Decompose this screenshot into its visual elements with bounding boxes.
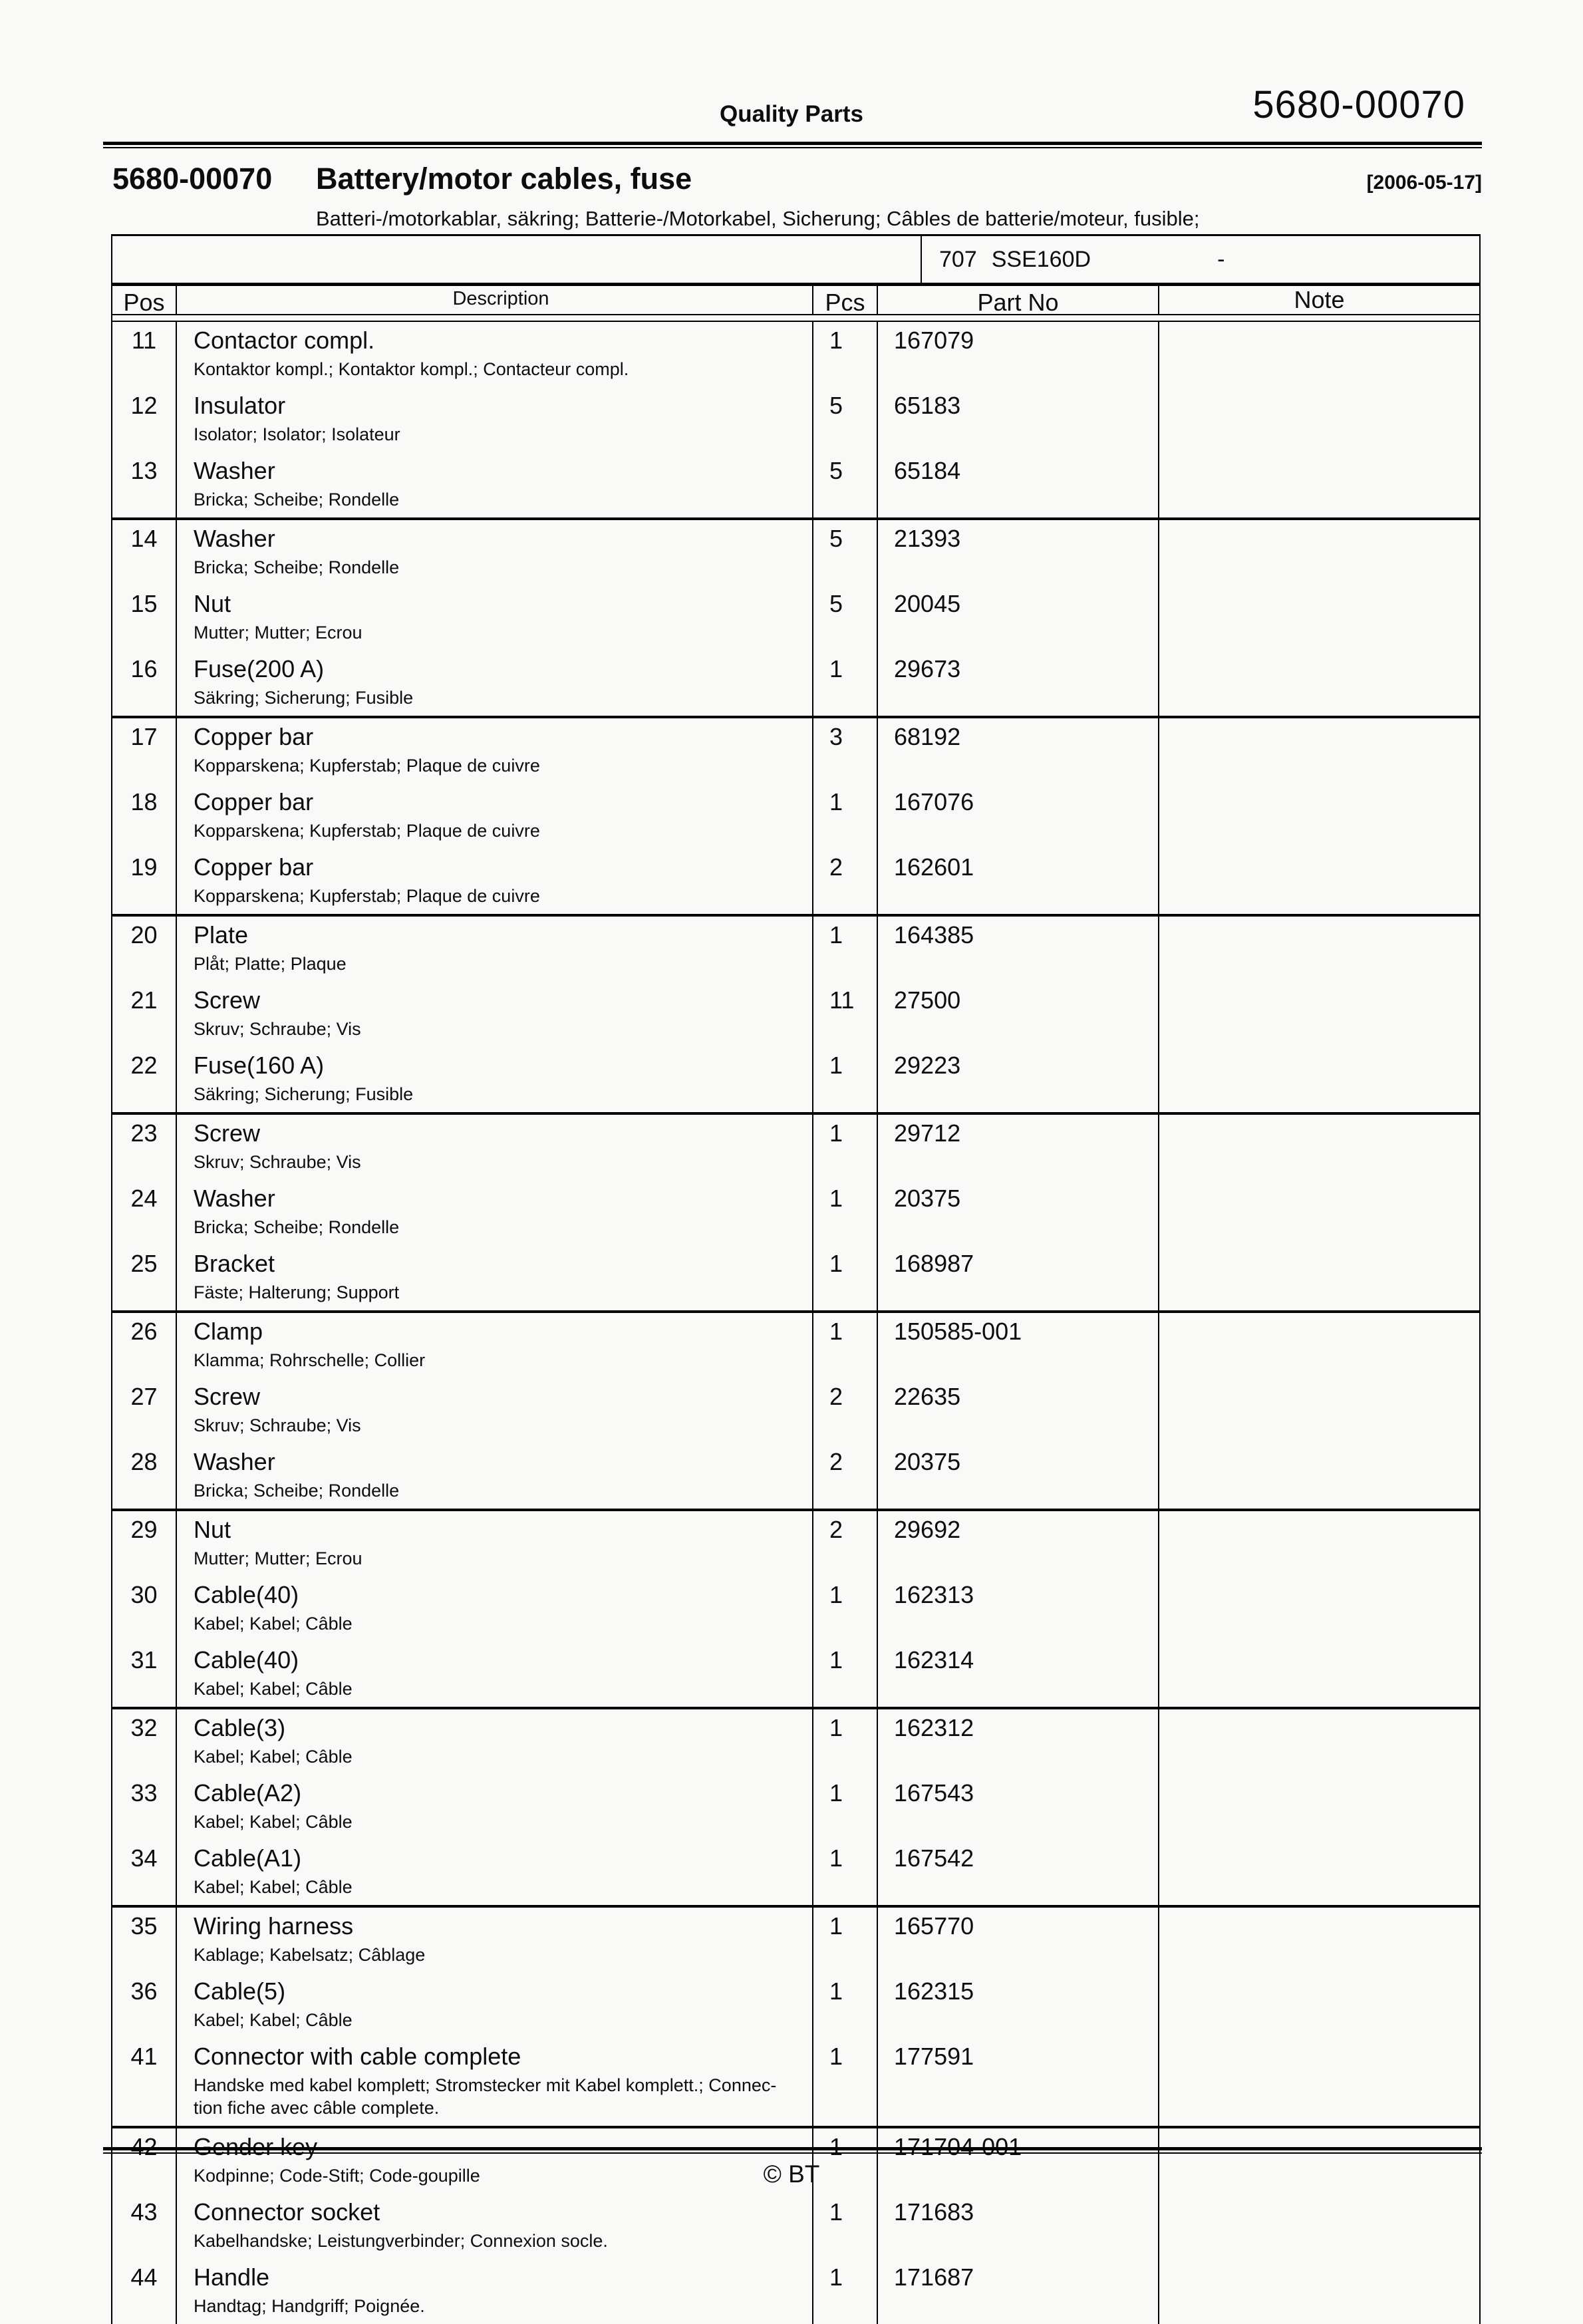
table-row — [112, 1115, 1479, 1180]
description-text: Bracket — [194, 1250, 275, 1277]
pcs-cell: 1 — [813, 2128, 878, 2194]
description-cell — [177, 1576, 813, 1642]
model-name: SSE160D — [991, 246, 1091, 272]
note-cell — [1159, 1443, 1479, 1509]
pcs-cell: 1 — [813, 1180, 878, 1245]
description-text: Clamp — [194, 1318, 263, 1345]
description-translations: Isolator; Isolator; Isolateur — [194, 424, 400, 444]
description-cell — [177, 2194, 813, 2259]
description-cell — [177, 651, 813, 716]
footer-copyright: © BT — [763, 2160, 820, 2188]
pcs-cell: 1 — [813, 1047, 878, 1112]
table-body — [112, 322, 1479, 2324]
table-row — [112, 1576, 1479, 1642]
pcs-cell: 1 — [813, 1709, 878, 1775]
pos-cell: 23 — [112, 1115, 177, 1180]
note-cell — [1159, 1908, 1479, 1973]
description-translations: Kopparskena; Kupferstab; Plaque de cuivre — [194, 821, 540, 841]
column-header-pos: Pos — [112, 286, 177, 314]
description-cell — [177, 1180, 813, 1245]
part-no-cell: 162315 — [878, 1973, 1159, 2038]
pcs-cell: 1 — [813, 1840, 878, 1905]
description-cell — [177, 322, 813, 387]
description-cell — [177, 1775, 813, 1840]
note-cell — [1159, 520, 1479, 585]
description-text: Cable(40) — [194, 1646, 299, 1673]
pcs-cell: 5 — [813, 585, 878, 651]
table-row — [112, 1775, 1479, 1840]
pos-cell: 20 — [112, 917, 177, 982]
part-no-cell: 167076 — [878, 784, 1159, 849]
part-no-cell: 20045 — [878, 585, 1159, 651]
description-text: Fuse(160 A) — [194, 1052, 325, 1079]
description-text: Screw — [194, 1383, 261, 1410]
part-no-cell: 21393 — [878, 520, 1159, 585]
pcs-cell: 11 — [813, 982, 878, 1047]
description-translations: Fäste; Halterung; Support — [194, 1282, 400, 1302]
note-cell — [1159, 1047, 1479, 1112]
description-translations: Handtag; Handgriff; Poignée. — [194, 2296, 425, 2316]
column-header-description: Description — [177, 286, 813, 314]
description-cell — [177, 1115, 813, 1180]
table-row — [112, 1313, 1479, 1378]
pcs-cell: 1 — [813, 2194, 878, 2259]
description-translations: Bricka; Scheibe; Rondelle — [194, 1481, 400, 1501]
description-cell — [177, 520, 813, 585]
description-cell — [177, 2259, 813, 2324]
description-text: Copper bar — [194, 788, 314, 815]
description-cell — [177, 452, 813, 517]
table-row — [112, 1642, 1479, 1707]
description-text: Screw — [194, 1119, 261, 1147]
description-translations: Mutter; Mutter; Ecrou — [194, 1548, 362, 1568]
pos-cell: 29 — [112, 1511, 177, 1576]
part-no-cell: 165770 — [878, 1908, 1159, 1973]
description-translations: Plåt; Platte; Plaque — [194, 954, 347, 974]
pos-cell: 22 — [112, 1047, 177, 1112]
parts-group — [112, 914, 1479, 1112]
pos-cell: 12 — [112, 387, 177, 452]
description-text: Connector socket — [194, 2198, 380, 2226]
description-translations: Bricka; Scheibe; Rondelle — [194, 557, 400, 577]
note-cell — [1159, 2259, 1479, 2324]
note-cell — [1159, 2038, 1479, 2126]
table-row — [112, 1180, 1479, 1245]
note-cell — [1159, 1576, 1479, 1642]
description-translations: Skruv; Schraube; Vis — [194, 1019, 361, 1039]
description-translations: Mutter; Mutter; Ecrou — [194, 623, 362, 643]
pos-cell: 43 — [112, 2194, 177, 2259]
note-cell — [1159, 1313, 1479, 1378]
pcs-cell: 1 — [813, 322, 878, 387]
parts-group — [112, 1509, 1479, 1707]
description-translations: Kabel; Kabel; Câble — [194, 1812, 353, 1832]
description-text: Washer — [194, 1185, 275, 1212]
note-cell — [1159, 1115, 1479, 1180]
pos-cell: 36 — [112, 1973, 177, 2038]
part-no-cell: 164385 — [878, 917, 1159, 982]
pcs-cell: 1 — [813, 1245, 878, 1310]
pcs-cell: 1 — [813, 1642, 878, 1707]
description-translations: Skruv; Schraube; Vis — [194, 1152, 361, 1172]
description-text: Copper bar — [194, 853, 314, 881]
note-cell — [1159, 1642, 1479, 1707]
parts-group — [112, 517, 1479, 716]
note-cell — [1159, 452, 1479, 517]
part-no-cell: 20375 — [878, 1443, 1159, 1509]
description-text: Cable(40) — [194, 1581, 299, 1608]
pos-cell: 16 — [112, 651, 177, 716]
part-no-cell: 162313 — [878, 1576, 1159, 1642]
description-translations: Handske med kabel komplett; Stromstecker mit Kabel komplett.; Connec-tion fiche avec câble complete. — [194, 2075, 777, 2118]
pos-cell: 35 — [112, 1908, 177, 1973]
model-code: 707 — [939, 246, 977, 272]
pcs-cell: 1 — [813, 784, 878, 849]
description-translations: Kabel; Kabel; Câble — [194, 2010, 353, 2030]
description-text: Washer — [194, 1448, 275, 1475]
description-text: Cable(3) — [194, 1714, 286, 1741]
description-cell — [177, 1313, 813, 1378]
description-text: Gender key — [194, 2133, 318, 2160]
table-row — [112, 2038, 1479, 2126]
table-row — [112, 1378, 1479, 1443]
description-cell — [177, 1245, 813, 1310]
parts-table — [111, 234, 1481, 2324]
title-row — [112, 162, 1482, 196]
description-text: Connector with cable complete — [194, 2043, 521, 2070]
description-cell — [177, 982, 813, 1047]
pcs-cell: 5 — [813, 387, 878, 452]
model-info-cell — [922, 236, 1479, 283]
pcs-cell: 2 — [813, 1443, 878, 1509]
description-translations: Kodpinne; Code-Stift; Code-goupille — [194, 2166, 480, 2186]
part-no-cell: 22635 — [878, 1378, 1159, 1443]
note-cell — [1159, 1511, 1479, 1576]
column-header-pcs: Pcs — [813, 286, 878, 314]
pos-cell: 27 — [112, 1378, 177, 1443]
table-row — [112, 718, 1479, 784]
pos-cell: 42 — [112, 2128, 177, 2194]
description-text: Handle — [194, 2263, 270, 2291]
description-text: Fuse(200 A) — [194, 655, 325, 682]
column-header-part-no: Part No — [878, 286, 1159, 314]
description-text: Washer — [194, 525, 275, 552]
part-no-cell: 162314 — [878, 1642, 1159, 1707]
model-info-empty-cell — [112, 236, 922, 283]
pcs-cell: 5 — [813, 520, 878, 585]
table-row — [112, 387, 1479, 452]
description-text: Contactor compl. — [194, 327, 375, 354]
part-no-cell: 167543 — [878, 1775, 1159, 1840]
title-translations: Batteri-/motorkablar, säkring; Batterie-/Motorkabel, Sicherung; Câbles de batterie/moteur, fusible; — [316, 207, 1200, 230]
page-title: Battery/motor cables, fuse — [316, 162, 692, 196]
description-cell — [177, 917, 813, 982]
pos-cell: 31 — [112, 1642, 177, 1707]
note-cell — [1159, 387, 1479, 452]
part-no-cell: 167542 — [878, 1840, 1159, 1905]
parts-group — [112, 1310, 1479, 1509]
description-cell — [177, 1443, 813, 1509]
description-cell — [177, 1908, 813, 1973]
pcs-cell: 1 — [813, 1313, 878, 1378]
pos-cell: 19 — [112, 849, 177, 914]
pcs-cell: 1 — [813, 1973, 878, 2038]
table-row — [112, 452, 1479, 517]
description-text: Wiring harness — [194, 1912, 354, 1940]
part-no-cell: 171683 — [878, 2194, 1159, 2259]
description-cell — [177, 1378, 813, 1443]
description-cell — [177, 387, 813, 452]
pos-cell: 44 — [112, 2259, 177, 2324]
description-translations: Kopparskena; Kupferstab; Plaque de cuivre — [194, 756, 540, 776]
pos-cell: 18 — [112, 784, 177, 849]
part-no-cell: 29712 — [878, 1115, 1159, 1180]
pos-cell: 14 — [112, 520, 177, 585]
pos-cell: 28 — [112, 1443, 177, 1509]
note-cell — [1159, 1378, 1479, 1443]
description-translations: Säkring; Sicherung; Fusible — [194, 1084, 414, 1104]
part-no-cell: 29223 — [878, 1047, 1159, 1112]
parts-group — [112, 1112, 1479, 1310]
pcs-cell: 3 — [813, 718, 878, 784]
part-no-cell: 168987 — [878, 1245, 1159, 1310]
pos-cell: 41 — [112, 2038, 177, 2126]
pcs-cell: 5 — [813, 452, 878, 517]
header-bottom-rule — [112, 314, 1479, 322]
note-cell — [1159, 982, 1479, 1047]
note-cell — [1159, 917, 1479, 982]
table-header-row — [112, 286, 1479, 314]
pcs-cell: 1 — [813, 1775, 878, 1840]
part-no-cell: 171687 — [878, 2259, 1159, 2324]
pos-cell: 15 — [112, 585, 177, 651]
pos-cell: 24 — [112, 1180, 177, 1245]
pcs-cell: 1 — [813, 2259, 878, 2324]
note-cell — [1159, 1973, 1479, 2038]
description-text: Cable(5) — [194, 1977, 286, 2005]
pos-cell: 25 — [112, 1245, 177, 1310]
note-cell — [1159, 1245, 1479, 1310]
description-text: Insulator — [194, 392, 286, 419]
description-cell — [177, 849, 813, 914]
table-row — [112, 1245, 1479, 1310]
description-translations: Kablage; Kabelsatz; Câblage — [194, 1945, 426, 1965]
header-doc-number: 5680-00070 — [1252, 83, 1465, 126]
table-row — [112, 1840, 1479, 1905]
note-cell — [1159, 651, 1479, 716]
description-text: Plate — [194, 921, 249, 948]
title-date: [2006-05-17] — [1366, 172, 1482, 194]
part-no-cell: 162312 — [878, 1709, 1159, 1775]
pcs-cell: 1 — [813, 1908, 878, 1973]
part-no-cell: 65184 — [878, 452, 1159, 517]
description-translations: Kontaktor kompl.; Kontaktor kompl.; Contacteur compl. — [194, 359, 629, 379]
note-cell — [1159, 1840, 1479, 1905]
part-no-cell: 150585-001 — [878, 1313, 1159, 1378]
part-no-cell: 167079 — [878, 322, 1159, 387]
pos-cell: 13 — [112, 452, 177, 517]
description-cell — [177, 1709, 813, 1775]
table-row — [112, 585, 1479, 651]
pcs-cell: 1 — [813, 1576, 878, 1642]
title-number: 5680-00070 — [112, 162, 273, 196]
description-translations: Klamma; Rohrschelle; Collier — [194, 1350, 426, 1370]
table-row — [112, 1709, 1479, 1775]
table-row — [112, 982, 1479, 1047]
description-cell — [177, 1511, 813, 1576]
table-row — [112, 1511, 1479, 1576]
description-cell — [177, 718, 813, 784]
note-cell — [1159, 585, 1479, 651]
description-translations: Bricka; Scheibe; Rondelle — [194, 490, 400, 509]
table-row — [112, 1973, 1479, 2038]
description-text: Cable(A2) — [194, 1779, 302, 1807]
pcs-cell: 1 — [813, 917, 878, 982]
column-header-note: Note — [1294, 286, 1345, 313]
pcs-cell: 1 — [813, 651, 878, 716]
table-row — [112, 651, 1479, 716]
parts-group — [112, 1905, 1479, 2126]
description-cell — [177, 2038, 813, 2126]
pos-cell: 33 — [112, 1775, 177, 1840]
pcs-cell: 1 — [813, 2038, 878, 2126]
description-text: Screw — [194, 986, 261, 1014]
table-row — [112, 2259, 1479, 2324]
pos-cell: 17 — [112, 718, 177, 784]
description-cell — [177, 1840, 813, 1905]
note-cell — [1159, 1180, 1479, 1245]
table-row — [112, 322, 1479, 387]
table-row — [112, 1047, 1479, 1112]
parts-group — [112, 322, 1479, 517]
description-translations: Skruv; Schraube; Vis — [194, 1415, 361, 1435]
note-cell — [1159, 322, 1479, 387]
table-row — [112, 917, 1479, 982]
note-cell — [1159, 849, 1479, 914]
table-row — [112, 849, 1479, 914]
description-text: Copper bar — [194, 723, 314, 750]
pos-cell: 26 — [112, 1313, 177, 1378]
pcs-cell: 2 — [813, 1511, 878, 1576]
description-text: Washer — [194, 457, 275, 484]
description-translations: Säkring; Sicherung; Fusible — [194, 688, 414, 708]
pcs-cell: 2 — [813, 849, 878, 914]
description-cell — [177, 585, 813, 651]
part-no-cell: 171704-001 — [878, 2128, 1159, 2194]
pos-cell: 34 — [112, 1840, 177, 1905]
part-no-cell: 65183 — [878, 387, 1159, 452]
parts-group — [112, 1707, 1479, 1905]
description-translations: Bricka; Scheibe; Rondelle — [194, 1217, 400, 1237]
table-row — [112, 2194, 1479, 2259]
table-row — [112, 1443, 1479, 1509]
table-row — [112, 520, 1479, 585]
description-translations: Kabel; Kabel; Câble — [194, 1877, 353, 1897]
description-translations: Kopparskena; Kupferstab; Plaque de cuivre — [194, 886, 540, 906]
part-no-cell: 177591 — [878, 2038, 1159, 2126]
description-cell — [177, 1047, 813, 1112]
part-no-cell: 162601 — [878, 849, 1159, 914]
description-cell — [177, 784, 813, 849]
description-cell — [177, 1642, 813, 1707]
note-cell — [1159, 2194, 1479, 2259]
part-no-cell: 29692 — [878, 1511, 1159, 1576]
description-text: Cable(A1) — [194, 1844, 302, 1872]
note-cell — [1159, 1775, 1479, 1840]
description-translations: Kabel; Kabel; Câble — [194, 1747, 353, 1767]
header-rule — [103, 142, 1482, 148]
pos-cell: 21 — [112, 982, 177, 1047]
parts-group — [112, 716, 1479, 914]
header-center-title: Quality Parts — [720, 101, 863, 127]
description-text: Nut — [194, 1516, 231, 1543]
table-row — [112, 1908, 1479, 1973]
footer-rule — [103, 2147, 1482, 2154]
pos-cell: 32 — [112, 1709, 177, 1775]
description-translations: Kabel; Kabel; Câble — [194, 1614, 353, 1634]
part-no-cell: 20375 — [878, 1180, 1159, 1245]
model-dash: - — [1217, 246, 1225, 272]
part-no-cell: 29673 — [878, 651, 1159, 716]
pcs-cell: 2 — [813, 1378, 878, 1443]
part-no-cell: 68192 — [878, 718, 1159, 784]
description-translations: Kabel; Kabel; Câble — [194, 1679, 353, 1699]
pcs-cell: 1 — [813, 1115, 878, 1180]
pos-cell: 30 — [112, 1576, 177, 1642]
description-text: Nut — [194, 590, 231, 617]
note-cell — [1159, 784, 1479, 849]
model-info-row — [112, 236, 1479, 286]
pos-cell: 11 — [112, 322, 177, 387]
note-cell — [1159, 1709, 1479, 1775]
note-cell — [1159, 718, 1479, 784]
part-no-cell: 27500 — [878, 982, 1159, 1047]
table-row — [112, 784, 1479, 849]
parts-group — [112, 2126, 1479, 2324]
description-cell — [177, 1973, 813, 2038]
description-translations: Kabelhandske; Leistungverbinder; Connexion socle. — [194, 2231, 608, 2251]
